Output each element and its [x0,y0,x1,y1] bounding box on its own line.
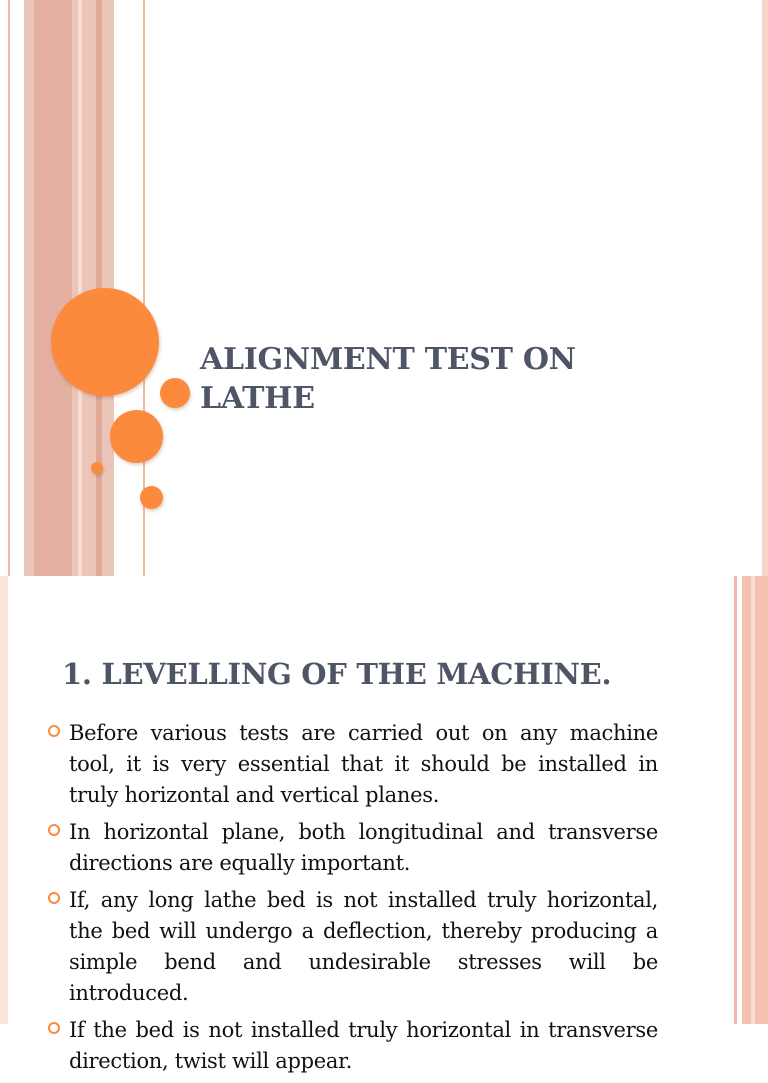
decorative-stripe [742,576,768,1024]
ring-bullet-icon [48,1022,60,1034]
decorative-stripe [8,0,10,576]
decorative-stripe [78,0,82,576]
decorative-stripe [751,576,755,1024]
bullet-text: If the bed is not installed truly horizontal in transverse direction, twist will appear. [69,1018,658,1073]
slide-title: 1. LEVELLING OF THE MACHINE. [62,657,612,691]
slide-title: ALIGNMENT TEST ON LATHE [200,342,576,416]
bullet-text: Before various tests are carried out on any machine tool, it is very essential that it should be installed in truly horizontal and vertical planes. [69,721,658,807]
ring-bullet-icon [48,725,60,737]
content-slide [0,576,768,1073]
list-item [48,885,658,1009]
bullet-text: If, any long lathe bed is not installed truly horizontal, the bed will undergo a deflection, thereby producing a simple bend and undesirable stresses will be introduced. [69,888,658,1005]
decorative-circle-large [51,288,159,396]
decorative-stripe [734,576,737,1024]
bullet-text: In horizontal plane, both longitudinal and transverse directions are equally important. [69,820,658,875]
bullet-list [48,718,658,1083]
decorative-stripe [34,0,72,576]
list-item [48,1015,658,1077]
decorative-circle-small [160,378,190,408]
list-item [48,718,658,811]
ring-bullet-icon [48,892,60,904]
decorative-circle-small [140,486,163,509]
decorative-circle-medium [110,410,163,463]
decorative-circle-tiny [91,462,103,474]
decorative-stripe [762,0,768,576]
ring-bullet-icon [48,824,60,836]
list-item [48,817,658,879]
decorative-stripe [0,576,8,1024]
